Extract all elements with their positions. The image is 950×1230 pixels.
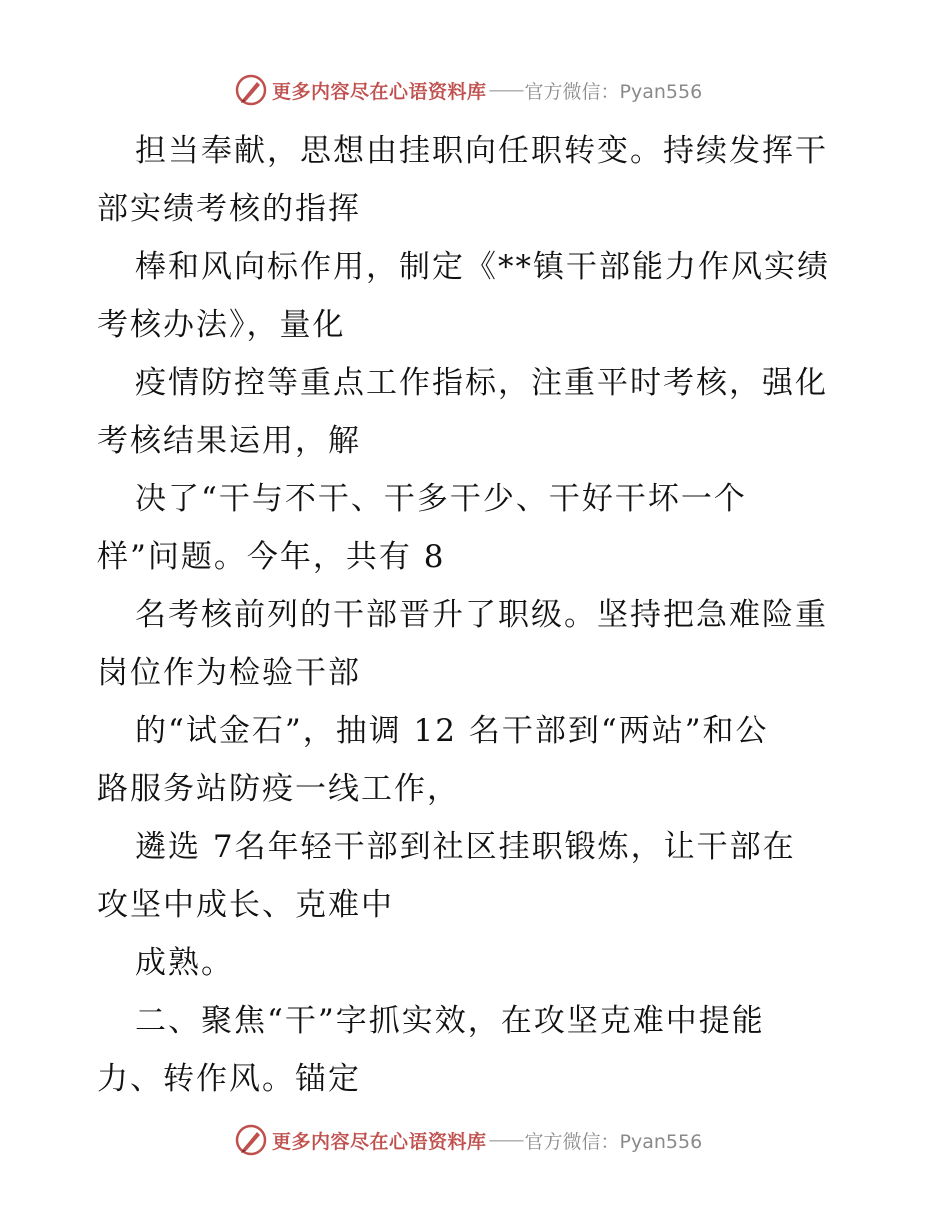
text-line: 力、转作风。锚定 (97, 1061, 361, 1097)
text-line: 样”问题。今年，共有 8 (97, 539, 446, 575)
watermark-contact: 官方微信：Pyan556 (524, 1130, 703, 1153)
text-line: 成熟。 (135, 945, 234, 981)
text-line: 棒和风向标作用，制定《**镇干部能力作风实绩 (135, 249, 830, 285)
quill-pen-logo-icon (234, 73, 268, 107)
watermark-brand: 更多内容尽在心语资料库 (272, 1130, 487, 1153)
watermark-contact: 官方微信：Pyan556 (524, 80, 703, 103)
text-line: 疫情防控等重点工作指标，注重平时考核，强化 (135, 365, 828, 401)
text-line: 考核办法》，量化 (97, 307, 346, 343)
footer-watermark (234, 1123, 702, 1157)
quill-pen-logo-icon (234, 1123, 268, 1157)
text-line: 考核结果运用，解 (97, 423, 361, 459)
watermark-separator: —— (488, 79, 523, 101)
text-line: 遴选 7名年轻干部到社区挂职锻炼，让干部在 (135, 829, 796, 865)
text-line: 决了“干与不干、干多干少、干好干坏一个 (135, 481, 747, 517)
watermark-brand: 更多内容尽在心语资料库 (272, 80, 487, 103)
text-line: 名考核前列的干部晋升了职级。坚持把急难险重 (135, 597, 828, 633)
text-line: 部实绩考核的指挥 (97, 191, 361, 227)
text-line: 岗位作为检验干部 (97, 655, 361, 691)
document-body (97, 122, 857, 1108)
text-line: 担当奉献，思想由挂职向任职转变。持续发挥干 (135, 133, 828, 169)
header-watermark (234, 73, 702, 107)
text-line: 二、聚焦“干”字抓实效，在攻坚克难中提能 (135, 1003, 765, 1039)
text-line: 的“试金石”，抽调 12 名干部到“两站”和公 (135, 713, 769, 749)
watermark-separator: —— (488, 1129, 523, 1151)
text-line: 路服务站防疫一线工作， (97, 771, 460, 807)
text-line: 攻坚中成长、克难中 (97, 887, 394, 923)
